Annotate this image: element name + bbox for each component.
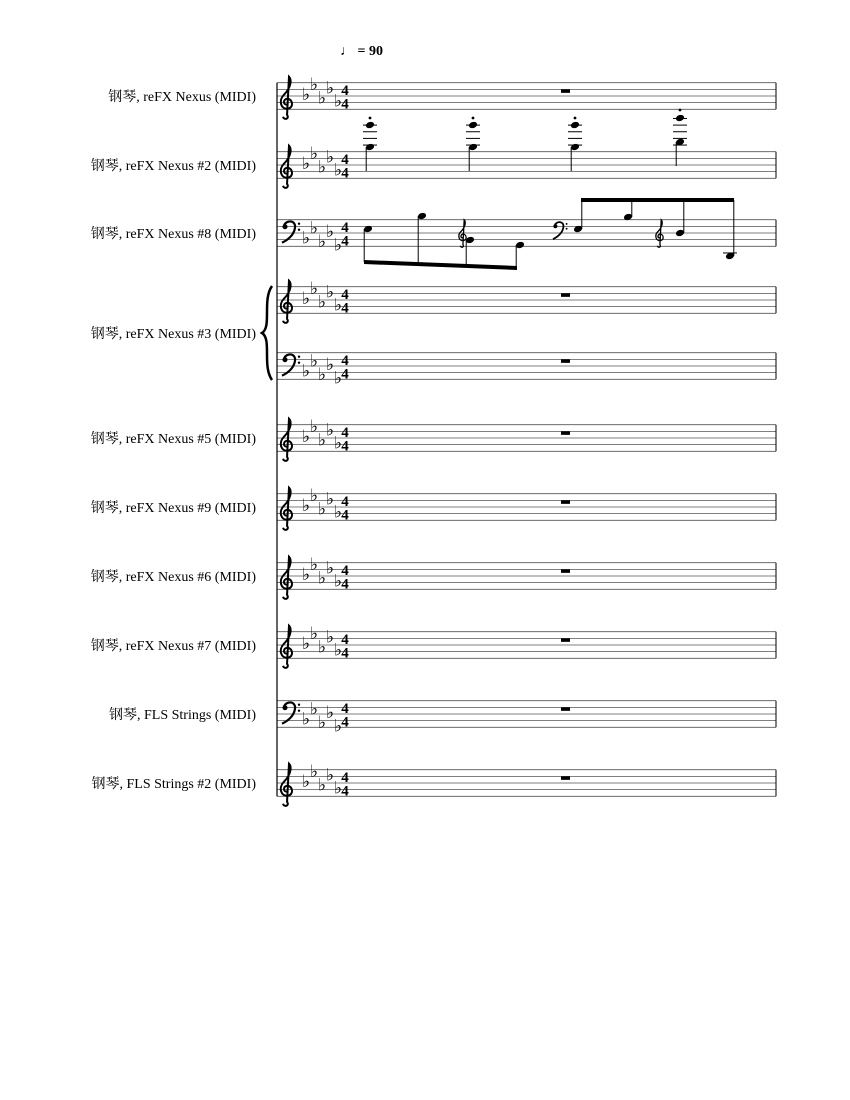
flat-icon: ♭ (310, 555, 319, 576)
time-signature-bottom: 4 (341, 300, 349, 317)
time-signature-bottom: 4 (341, 366, 349, 383)
flat-icon: ♭ (318, 364, 327, 385)
flat-icon: ♭ (310, 144, 319, 165)
flat-icon: ♭ (326, 282, 335, 303)
staff (277, 555, 776, 599)
instrument-label: 钢琴, reFX Nexus #7 (MIDI) (90, 639, 256, 654)
flat-icon: ♭ (326, 703, 335, 723)
flat-icon: ♭ (326, 78, 335, 99)
staff (277, 486, 776, 530)
flat-icon: ♭ (334, 433, 343, 454)
time-signature-bottom: 4 (341, 165, 349, 182)
flat-icon: ♭ (334, 778, 343, 799)
flat-icon: ♭ (326, 420, 335, 441)
time-signature-bottom: 4 (341, 576, 349, 593)
time-signature-top: 4 (341, 701, 349, 717)
bass-clef-dot (283, 705, 288, 710)
flat-icon: ♭ (334, 502, 343, 523)
bass-clef-dot (553, 224, 557, 228)
time-signature-bottom: 4 (341, 507, 349, 524)
flat-icon: ♭ (318, 292, 327, 313)
staff (277, 75, 776, 119)
bass-clef-dot (298, 223, 300, 225)
instrument-label: 钢琴, FLS Strings (MIDI) (108, 708, 256, 723)
bass-clef-dot (566, 228, 568, 230)
flat-icon: ♭ (302, 634, 311, 654)
bass-clef-dot (566, 223, 568, 225)
staff (277, 762, 776, 806)
flat-icon: ♭ (318, 430, 327, 451)
whole-rest (561, 89, 570, 93)
staccato-dot (679, 109, 682, 112)
flat-icon: ♭ (326, 765, 335, 786)
whole-rest (561, 500, 570, 504)
time-signature-bottom: 4 (341, 645, 349, 662)
whole-rest (561, 776, 570, 780)
staff (277, 700, 776, 737)
flat-icon: ♭ (310, 279, 319, 300)
flat-icon: ♭ (326, 627, 335, 648)
whole-rest (561, 569, 570, 573)
staccato-dot (472, 117, 475, 120)
time-signature-top: 4 (341, 425, 349, 441)
flat-icon: ♭ (302, 289, 311, 309)
flat-icon: ♭ (302, 228, 311, 249)
flat-icon: ♭ (318, 712, 327, 733)
time-signature-bottom: 4 (341, 438, 349, 455)
time-signature-top: 4 (341, 353, 349, 369)
flat-icon: ♭ (334, 235, 343, 256)
flat-icon: ♭ (334, 295, 343, 316)
bass-clef-dot (298, 362, 300, 364)
bass-clef-dot (283, 357, 288, 362)
bass-clef-dot (298, 704, 300, 706)
brace (262, 286, 272, 380)
flat-icon: ♭ (334, 716, 343, 737)
flat-icon: ♭ (334, 91, 343, 112)
time-signature-top: 4 (341, 287, 349, 303)
flat-icon: ♭ (326, 489, 335, 510)
flat-icon: ♭ (310, 218, 319, 239)
staccato-dot (369, 117, 372, 120)
flat-icon: ♭ (302, 361, 311, 382)
time-signature-top: 4 (341, 770, 349, 786)
time-signature-top: 4 (341, 632, 349, 648)
flat-icon: ♭ (334, 571, 343, 592)
flat-icon: ♭ (326, 147, 335, 168)
time-signature-bottom: 4 (341, 233, 349, 250)
treble-clef-icon (656, 220, 663, 247)
flat-icon: ♭ (334, 368, 343, 389)
flat-icon: ♭ (318, 568, 327, 589)
flat-icon: ♭ (310, 486, 319, 507)
flat-icon: ♭ (302, 154, 311, 174)
staff (277, 219, 776, 256)
instrument-label: 钢琴, reFX Nexus #5 (MIDI) (90, 432, 256, 447)
whole-rest (561, 359, 570, 363)
flat-icon: ♭ (310, 75, 319, 96)
staff (277, 352, 776, 389)
flat-icon: ♭ (318, 775, 327, 796)
staff (277, 144, 776, 188)
flat-icon: ♭ (326, 558, 335, 579)
staff (277, 624, 776, 668)
eighth-notes (363, 198, 737, 270)
flat-icon: ♭ (302, 85, 311, 105)
flat-icon: ♭ (318, 231, 327, 252)
flat-icon: ♭ (302, 772, 311, 792)
instrument-label: 钢琴, reFX Nexus #8 (MIDI) (90, 227, 256, 242)
flat-icon: ♭ (326, 222, 335, 242)
whole-rest (561, 293, 570, 297)
instrument-label: 钢琴, reFX Nexus #3 (MIDI) (90, 327, 256, 342)
instrument-label: 钢琴, reFX Nexus #9 (MIDI) (90, 501, 256, 516)
whole-rest (561, 431, 570, 435)
flat-icon: ♭ (302, 709, 311, 730)
whole-rest (561, 707, 570, 711)
time-signature-top: 4 (341, 83, 349, 99)
flat-icon: ♭ (334, 160, 343, 181)
flat-icon: ♭ (318, 88, 327, 109)
time-signature-top: 4 (341, 152, 349, 168)
instrument-label: 钢琴, reFX Nexus #6 (MIDI) (90, 570, 256, 585)
bass-clef-dot (298, 229, 300, 231)
bass-clef-dot (298, 356, 300, 358)
treble-clef-icon (459, 220, 466, 247)
flat-icon: ♭ (302, 496, 311, 516)
time-signature-top: 4 (341, 494, 349, 510)
whole-rest (561, 638, 570, 642)
chord-notes (363, 109, 687, 171)
beam (581, 198, 734, 202)
flat-icon: ♭ (310, 699, 319, 720)
flat-icon: ♭ (318, 637, 327, 658)
time-signature-top: 4 (341, 563, 349, 579)
bass-clef-dot (283, 224, 288, 229)
flat-icon: ♭ (310, 762, 319, 783)
instrument-label: 钢琴, reFX Nexus #2 (MIDI) (90, 159, 256, 174)
staff (277, 279, 776, 323)
staff (277, 417, 776, 461)
flat-icon: ♭ (310, 351, 319, 372)
flat-icon: ♭ (302, 427, 311, 447)
flat-icon: ♭ (302, 565, 311, 585)
instrument-label: 钢琴, reFX Nexus (MIDI) (108, 90, 256, 105)
flat-icon: ♭ (326, 355, 335, 375)
time-signature-bottom: 4 (341, 96, 349, 113)
time-signature-top: 4 (341, 220, 349, 236)
flat-icon: ♭ (310, 624, 319, 645)
tempo-marking: ♩ = 90 (340, 44, 383, 59)
flat-icon: ♭ (310, 417, 319, 438)
flat-icon: ♭ (318, 499, 327, 520)
staccato-dot (574, 117, 577, 120)
time-signature-bottom: 4 (341, 783, 349, 800)
instrument-label: 钢琴, FLS Strings #2 (MIDI) (91, 777, 256, 792)
flat-icon: ♭ (334, 640, 343, 661)
time-signature-bottom: 4 (341, 714, 349, 731)
flat-icon: ♭ (318, 157, 327, 178)
bass-clef-dot (298, 710, 300, 712)
beam (364, 260, 517, 270)
